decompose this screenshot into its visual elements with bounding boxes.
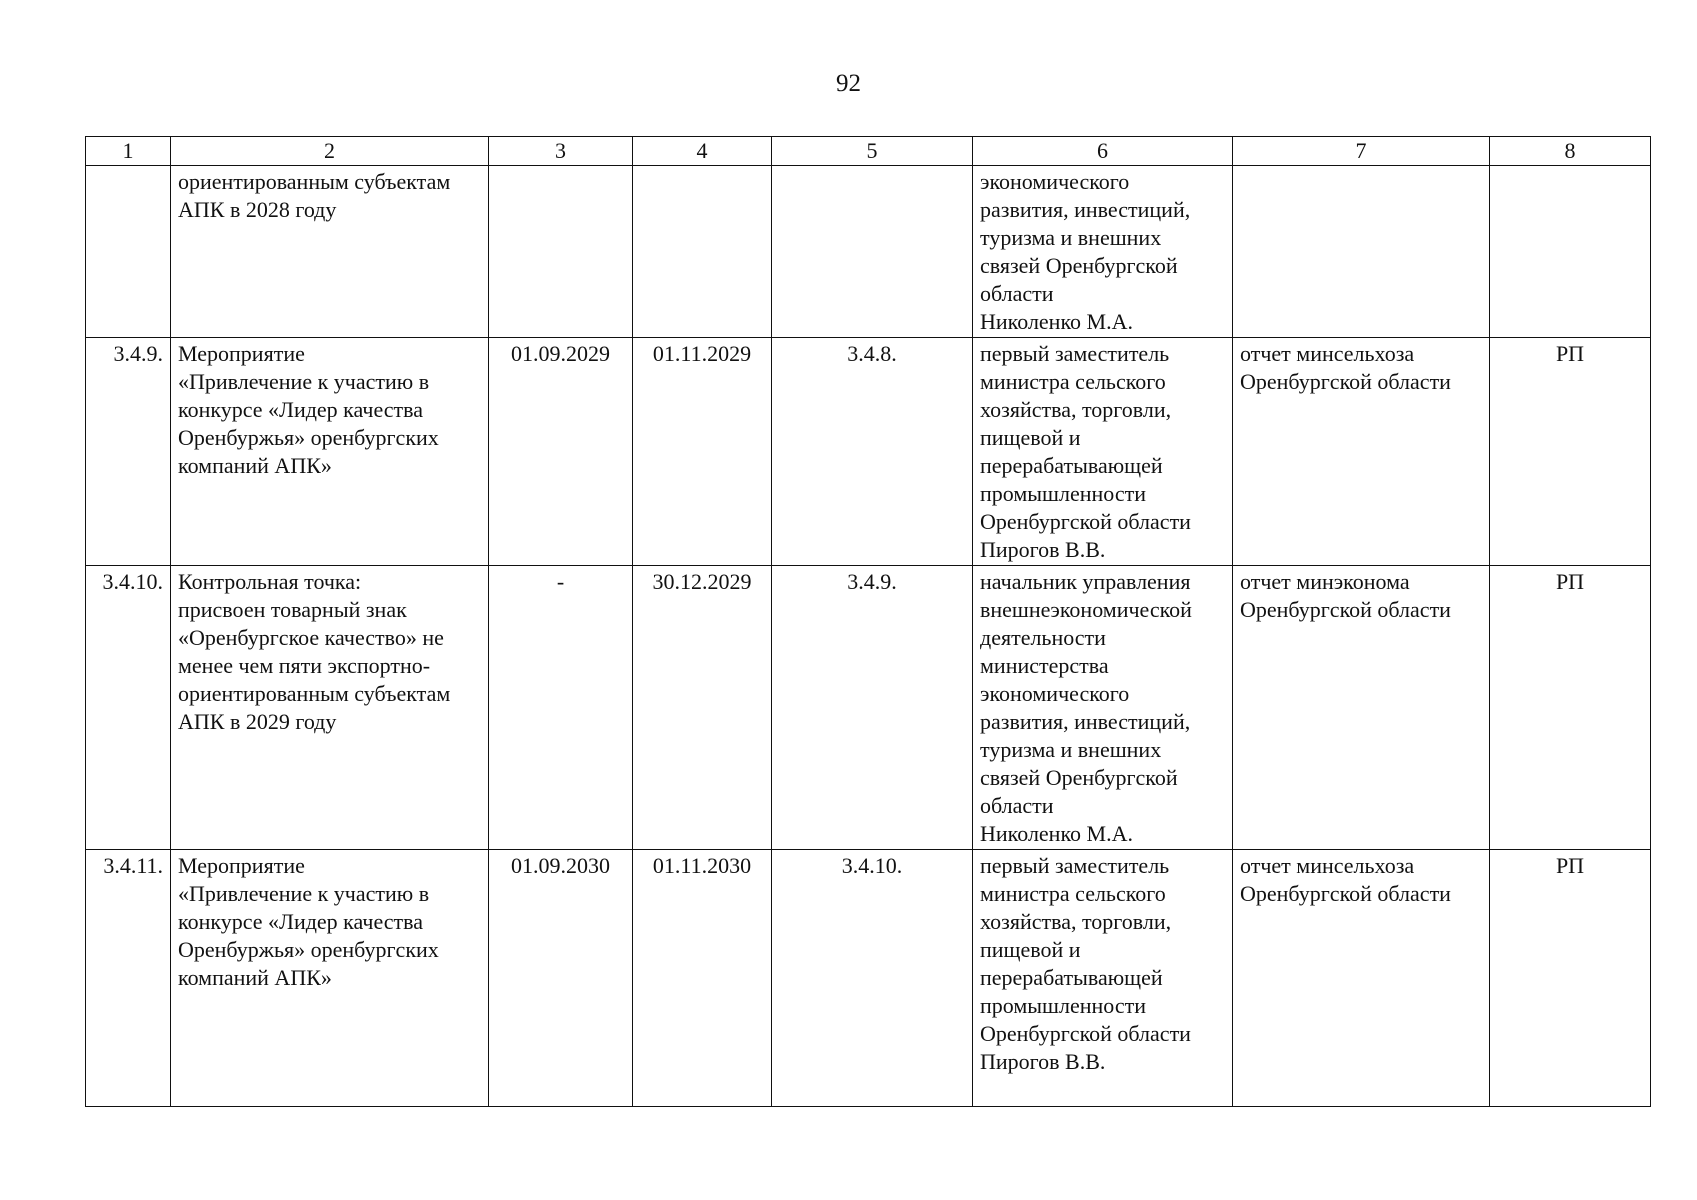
start-date: - (489, 566, 633, 850)
column-number: 8 (1490, 137, 1651, 166)
responsible-person: первый заместитель министра сельского хозяйства, торговли, пищевой и перерабатывающей промышленности Оренбургской области Пирогов В.В. (973, 850, 1233, 1107)
control-level: РП (1490, 566, 1651, 850)
end-date: 30.12.2029 (633, 566, 772, 850)
predecessor (772, 166, 973, 338)
page-number: 92 (836, 70, 861, 97)
end-date: 01.11.2030 (633, 850, 772, 1107)
column-number: 5 (772, 137, 973, 166)
row-number: 3.4.10. (86, 566, 171, 850)
end-date (633, 166, 772, 338)
responsible-person: экономического развития, инвестиций, туризма и внешних связей Оренбургской области Николенко М.А. (973, 166, 1233, 338)
predecessor: 3.4.9. (772, 566, 973, 850)
row-number (86, 166, 171, 338)
responsible-person: первый заместитель министра сельского хозяйства, торговли, пищевой и перерабатывающей промышленности Оренбургской области Пирогов В.В. (973, 338, 1233, 566)
result-document: отчет минсельхоза Оренбургской области (1233, 338, 1490, 566)
table-row (86, 566, 1651, 850)
table-row (86, 338, 1651, 566)
plan-table (85, 136, 1651, 1107)
column-number: 1 (86, 137, 171, 166)
start-date: 01.09.2030 (489, 850, 633, 1107)
start-date: 01.09.2029 (489, 338, 633, 566)
table-row (86, 850, 1651, 1107)
column-number: 7 (1233, 137, 1490, 166)
result-document (1233, 166, 1490, 338)
row-number: 3.4.11. (86, 850, 171, 1107)
responsible-person: начальник управления внешнеэкономической деятельности министерства экономического развития, инвестиций, туризма и внешних связей Оренбургской области Николенко М.А. (973, 566, 1233, 850)
activity-name: Контрольная точка: присвоен товарный знак «Оренбургское качество» не менее чем пяти экспортно- ориентированным субъектам АПК в 2029 году (171, 566, 489, 850)
control-level: РП (1490, 850, 1651, 1107)
column-number: 6 (973, 137, 1233, 166)
control-level: РП (1490, 338, 1651, 566)
activity-name: Мероприятие «Привлечение к участию в конкурсе «Лидер качества Оренбуржья» оренбургских компаний АПК» (171, 338, 489, 566)
row-number: 3.4.9. (86, 338, 171, 566)
activity-name: Мероприятие «Привлечение к участию в конкурсе «Лидер качества Оренбуржья» оренбургских компаний АПК» (171, 850, 489, 1107)
result-document: отчет минсельхоза Оренбургской области (1233, 850, 1490, 1107)
predecessor: 3.4.10. (772, 850, 973, 1107)
activity-name: ориентированным субъектам АПК в 2028 году (171, 166, 489, 338)
control-level (1490, 166, 1651, 338)
column-number: 2 (171, 137, 489, 166)
start-date (489, 166, 633, 338)
end-date: 01.11.2029 (633, 338, 772, 566)
result-document: отчет минэконома Оренбургской области (1233, 566, 1490, 850)
predecessor: 3.4.8. (772, 338, 973, 566)
column-number: 4 (633, 137, 772, 166)
column-number-row (86, 137, 1651, 166)
table-row (86, 166, 1651, 338)
column-number: 3 (489, 137, 633, 166)
